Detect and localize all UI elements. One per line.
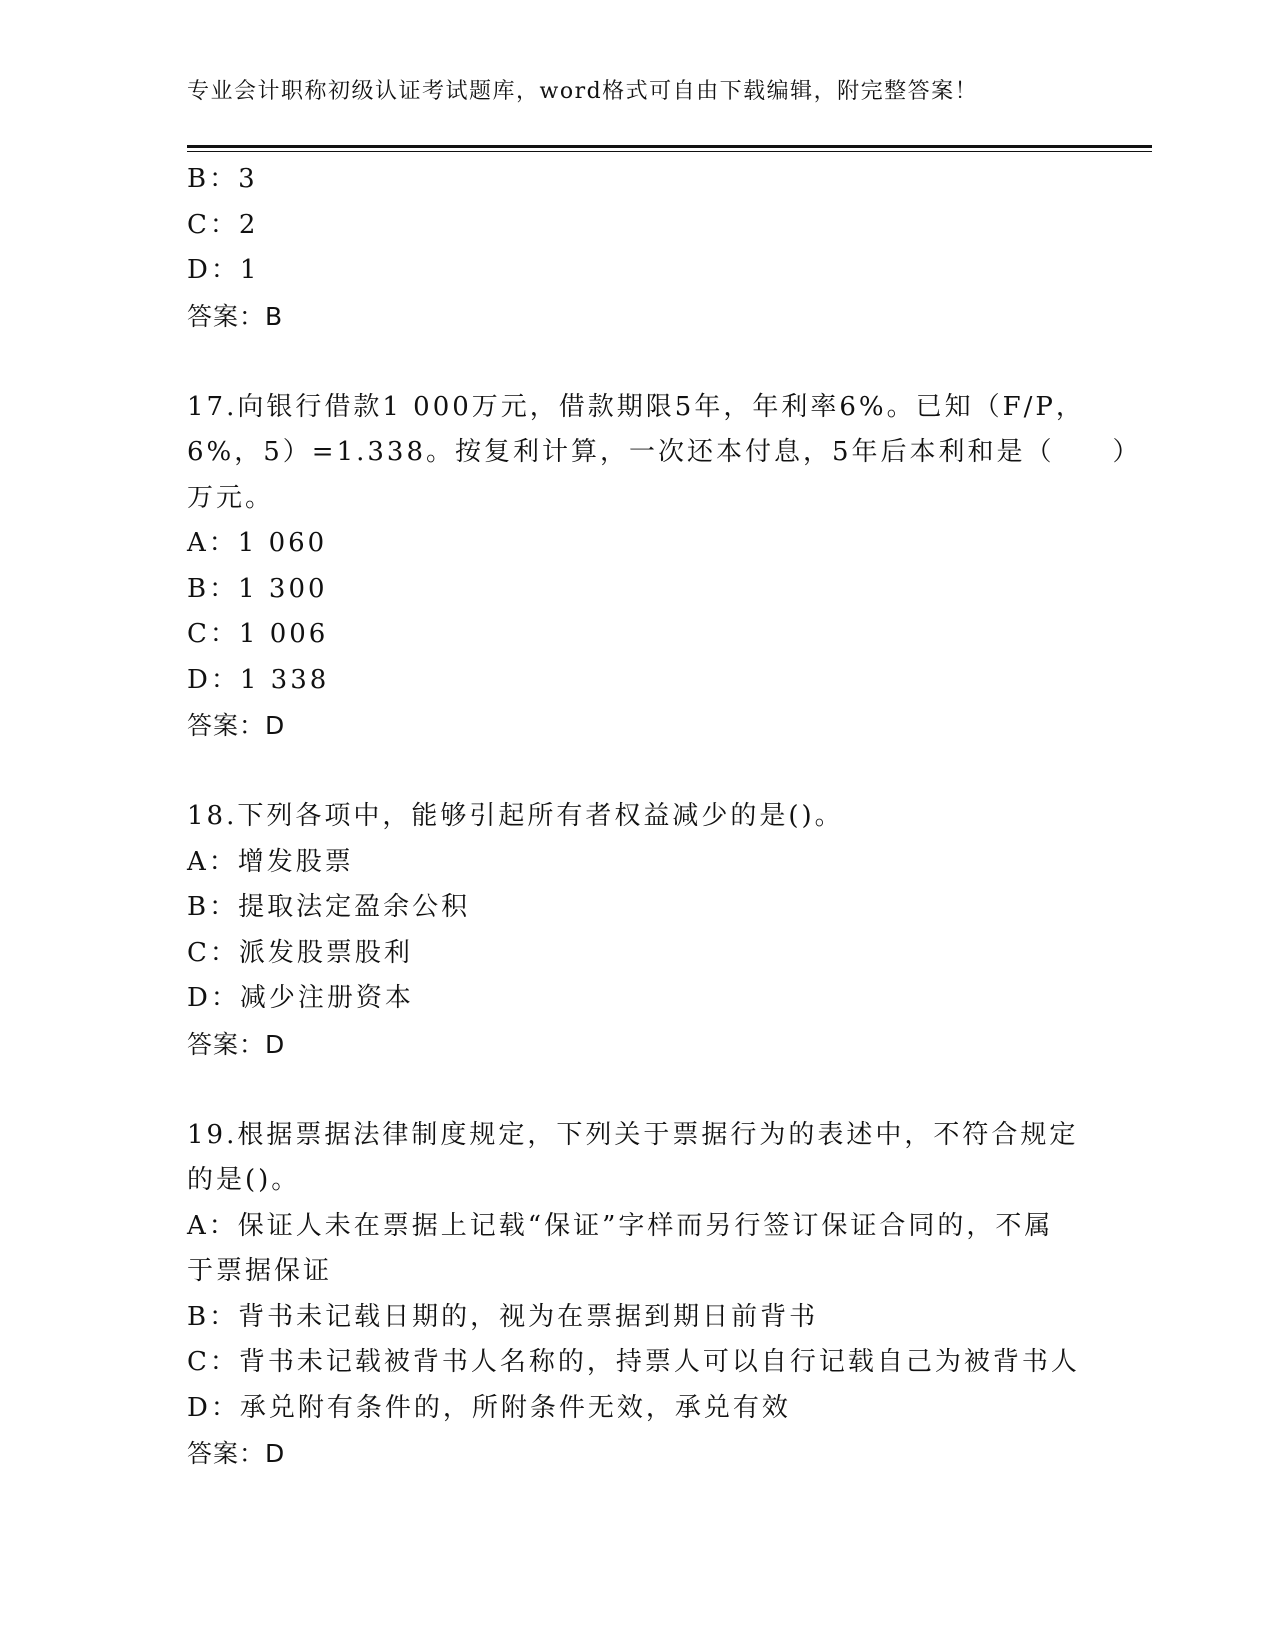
option-line: B：1 300 (187, 573, 328, 604)
option-line: D：减少注册资本 (187, 983, 414, 1013)
question-stem-line: 19.根据票据法律制度规定，下列关于票据行为的表述中，不符合规定 (187, 1119, 1079, 1150)
question-stem-line: 万元。 (187, 482, 275, 513)
option-line: B：背书未记载日期的，视为在票据到期日前背书 (187, 1301, 819, 1332)
option-line: C：2 (187, 209, 259, 240)
option-line: D：承兑附有条件的，所附条件无效，承兑有效 (187, 1392, 791, 1423)
option-line: A：保证人未在票据上记载“保证”字样而另行签订保证合同的，不属 (187, 1210, 1054, 1241)
option-line: A：1 060 (187, 528, 328, 558)
option-line: A：增发股票 (187, 846, 354, 877)
answer-line: 答案：B (187, 301, 284, 331)
answer-line: 答案：D (187, 1439, 286, 1468)
option-line: C：1 006 (187, 619, 329, 649)
option-line: C：派发股票股利 (187, 937, 413, 968)
spacer (187, 1067, 1087, 1113)
header-rule-thick (187, 145, 1152, 148)
option-line: B：3 (187, 164, 258, 194)
option-line: 于票据保证 (187, 1256, 333, 1286)
question-content (187, 157, 1142, 1477)
question-stem-line: 6%，5）=1.338。按复利计算，一次还本付息，5年后本利和是（ ） (187, 437, 1142, 467)
spacer (187, 749, 1087, 795)
question-stem-line: 17.向银行借款1 000万元，借款期限5年，年利率6%。已知（F/P， (187, 391, 1085, 422)
header-rule-thin (187, 151, 1152, 152)
question-stem-line: 的是()。 (187, 1165, 301, 1195)
option-line: B：提取法定盈余公积 (187, 892, 471, 922)
answer-line: 答案：D (187, 711, 286, 740)
question-stem-line: 18.下列各项中，能够引起所有者权益减少的是()。 (187, 801, 844, 831)
spacer (187, 339, 1087, 385)
answer-line: 答案：D (187, 1029, 286, 1059)
option-line: C：背书未记载被背书人名称的，持票人可以自行记载自己为被背书人 (187, 1347, 1080, 1377)
option-line: D：1 338 (187, 664, 330, 695)
option-line: D：1 (187, 255, 260, 285)
page-header: 专业会计职称初级认证考试题库，word格式可自由下载编辑，附完整答案！ (187, 79, 979, 104)
